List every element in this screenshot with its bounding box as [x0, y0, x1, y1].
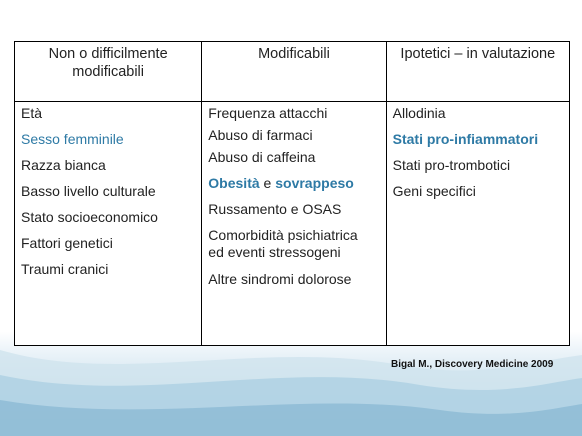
- cell-ipotetici: [386, 102, 569, 346]
- list-item: Altre sindromi dolorose: [208, 271, 352, 287]
- header-modificabili: Modificabili: [202, 42, 386, 102]
- list-item: Stati pro-trombotici: [392, 157, 511, 173]
- risk-factors-table: [14, 41, 570, 346]
- list-item: Abuso di caffeina: [208, 149, 316, 165]
- header-non-modificabili: Non o difficilmente modificabili: [15, 42, 202, 102]
- list-item: Traumi cranici: [21, 261, 109, 277]
- comorbidity-line-2: ed eventi stressogeni: [208, 244, 341, 260]
- cell-modificabili: [202, 102, 386, 346]
- highlight-obesita: Obesità: [208, 175, 260, 191]
- conjunction: e: [259, 175, 276, 191]
- table-body-row: [15, 102, 570, 346]
- list-item: Stato socioeconomico: [21, 209, 158, 225]
- list-item-highlight: Sesso femminile: [21, 131, 124, 147]
- comorbidity-line-1: Comorbidità psichiatrica: [208, 227, 358, 243]
- list-item-comorbidity: [208, 227, 379, 261]
- header-ipotetici: Ipotetici – in valutazione: [386, 42, 569, 102]
- cell-non-modificabili: [15, 102, 202, 346]
- list-item: Razza bianca: [21, 157, 106, 173]
- highlight-sovrappeso: sovrappeso: [275, 175, 354, 191]
- list-item: Basso livello culturale: [21, 183, 156, 199]
- list-item: Allodinia: [392, 105, 446, 121]
- list-item: Fattori genetici: [21, 235, 113, 251]
- list-item: Russamento e OSAS: [208, 201, 342, 217]
- list-item: Età: [21, 105, 43, 121]
- list-item-highlight: Stati pro-infiammatori: [392, 131, 539, 147]
- list-item-obesity: [208, 175, 379, 191]
- list-item: Geni specifici: [392, 183, 476, 199]
- list-item: Abuso di farmaci: [208, 127, 313, 143]
- list-item: Frequenza attacchi: [208, 105, 328, 121]
- table-header-row: [15, 42, 570, 102]
- citation: Bigal M., Discovery Medicine 2009: [391, 359, 554, 370]
